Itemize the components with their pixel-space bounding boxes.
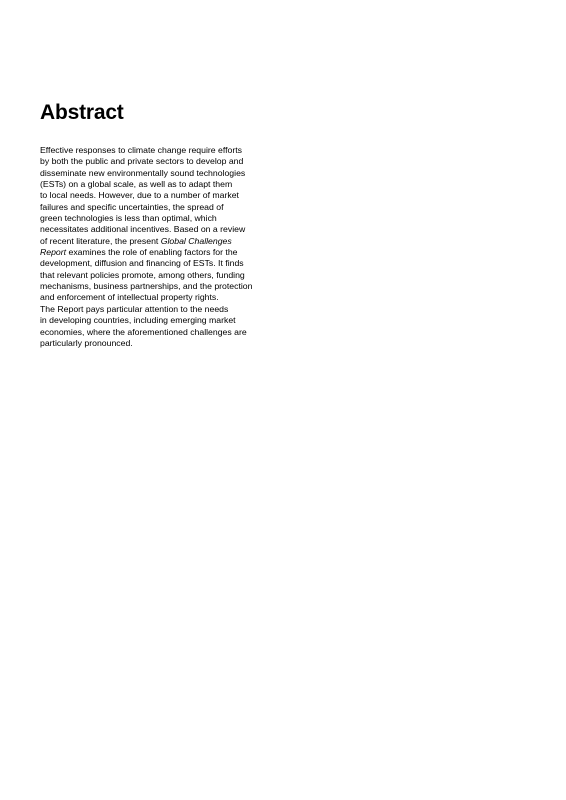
abstract-line-text: examines the role of enabling factors for the [66,247,238,258]
abstract-line: economies, where the aforementioned challenges are [40,326,247,337]
abstract-line: (ESTs) on a global scale, as well as to adapt them [40,179,233,190]
abstract-line: mechanisms, business partnerships, and the protection [40,281,253,292]
abstract-line: green technologies is less than optimal, which [40,213,217,224]
abstract-text [40,145,300,349]
abstract-line: disseminate new environmentally sound technologies [40,167,246,178]
abstract-line: by both the public and private sectors to develop and [40,156,244,167]
abstract-line: particularly pronounced. [40,337,133,348]
page-title: Abstract [40,101,124,124]
abstract-line [40,247,300,258]
report-title-italic: Report [40,247,67,258]
abstract-line: in developing countries, including emerging market [40,315,236,326]
abstract-line: Effective responses to climate change require efforts [40,145,243,155]
abstract-line: and enforcement of intellectual property rights. [40,292,219,303]
abstract-line: The Report pays particular attention to the needs [40,303,229,314]
abstract-line: failures and specific uncertainties, the spread of [40,201,224,212]
report-title-italic: Global Challenges [160,235,232,246]
abstract-line: necessitates additional incentives. Based on a review [40,224,246,235]
abstract-line [40,236,300,247]
abstract-line-text: of recent literature, the present [40,235,161,246]
abstract-line: to local needs. However, due to a number of market [40,190,239,201]
abstract-line: that relevant policies promote, among others, funding [40,269,245,280]
abstract-line: development, diffusion and financing of ESTs. It finds [40,258,244,269]
